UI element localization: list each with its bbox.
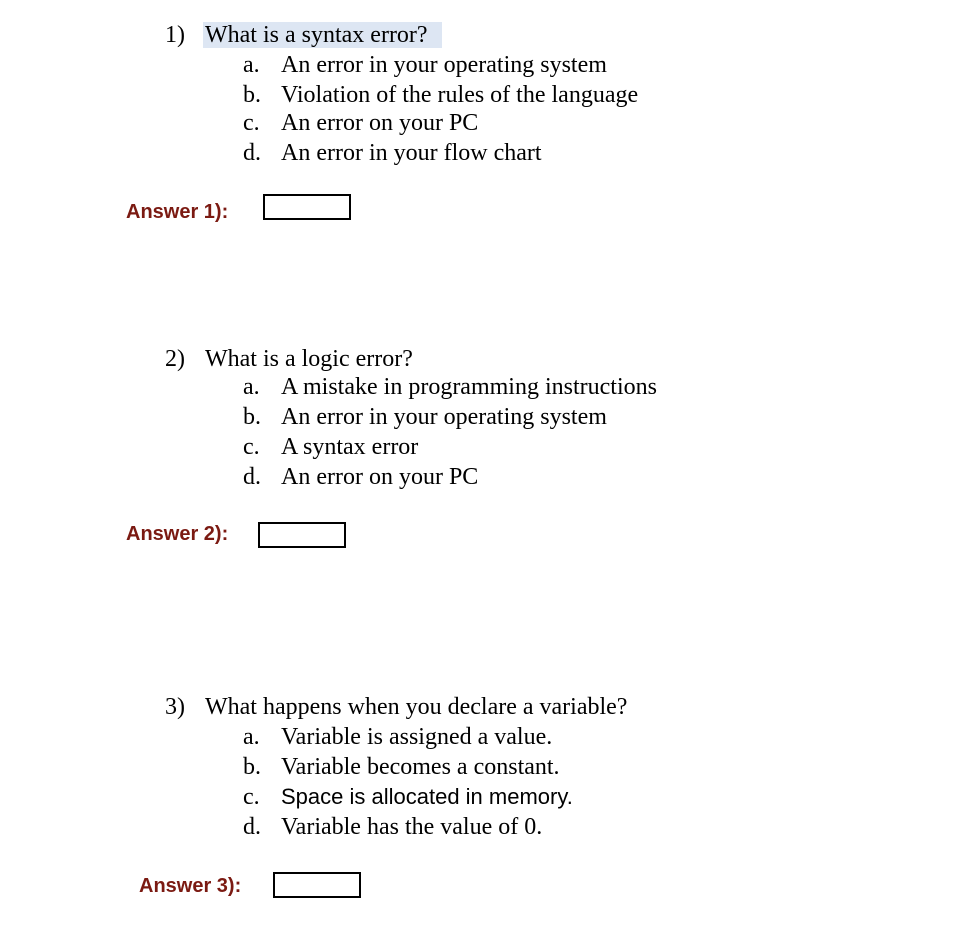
option-text: An error on your PC <box>281 464 479 490</box>
option-2c <box>243 432 418 462</box>
option-text: An error in your flow chart <box>281 140 542 166</box>
option-text: An error in your operating system <box>281 52 607 78</box>
option-letter: d. <box>243 140 261 166</box>
answer-1-input[interactable] <box>263 194 351 220</box>
option-3d <box>243 812 542 842</box>
option-text: An error in your operating system <box>281 404 607 430</box>
option-text: A syntax error <box>281 434 419 460</box>
answer-2-input[interactable] <box>258 522 346 548</box>
answer-1-label: Answer 1): <box>126 201 229 223</box>
option-1c <box>243 108 478 138</box>
option-letter: a. <box>243 374 260 400</box>
option-1a <box>243 50 607 80</box>
question-text: What happens when you declare a variable? <box>205 694 628 720</box>
question-text: What is a logic error? <box>205 346 413 372</box>
option-1d <box>243 138 542 168</box>
option-3b <box>243 752 560 782</box>
option-2a <box>243 372 657 402</box>
option-text: Space is allocated in memory. <box>281 784 573 809</box>
answer-3-input[interactable] <box>273 872 361 898</box>
answer-3-label: Answer 3): <box>139 875 242 897</box>
option-text: An error on your PC <box>281 110 479 136</box>
option-letter: b. <box>243 404 261 430</box>
question-number: 2) <box>165 346 185 372</box>
option-3c <box>243 782 573 812</box>
option-text: Variable has the value of 0. <box>281 814 543 840</box>
question-number: 3) <box>165 694 185 720</box>
option-1b <box>243 80 638 110</box>
option-3a <box>243 722 552 752</box>
question-text-highlighted: What is a syntax error? <box>203 22 442 48</box>
option-text: A mistake in programming instructions <box>281 374 657 400</box>
option-letter: c. <box>243 434 260 460</box>
option-letter: c. <box>243 784 260 810</box>
option-text: Variable becomes a constant. <box>281 754 560 780</box>
answer-2-label: Answer 2): <box>126 523 229 545</box>
option-letter: d. <box>243 814 261 840</box>
question-2 <box>165 344 417 374</box>
option-text: Variable is assigned a value. <box>281 724 553 750</box>
question-1 <box>165 20 442 50</box>
option-2b <box>243 402 607 432</box>
option-text: Violation of the rules of the language <box>281 82 639 108</box>
option-letter: a. <box>243 52 260 78</box>
option-letter: b. <box>243 82 261 108</box>
option-2d <box>243 462 478 492</box>
option-letter: d. <box>243 464 261 490</box>
question-3 <box>165 692 631 722</box>
option-letter: c. <box>243 110 260 136</box>
question-number: 1) <box>165 22 185 48</box>
option-letter: a. <box>243 724 260 750</box>
option-letter: b. <box>243 754 261 780</box>
